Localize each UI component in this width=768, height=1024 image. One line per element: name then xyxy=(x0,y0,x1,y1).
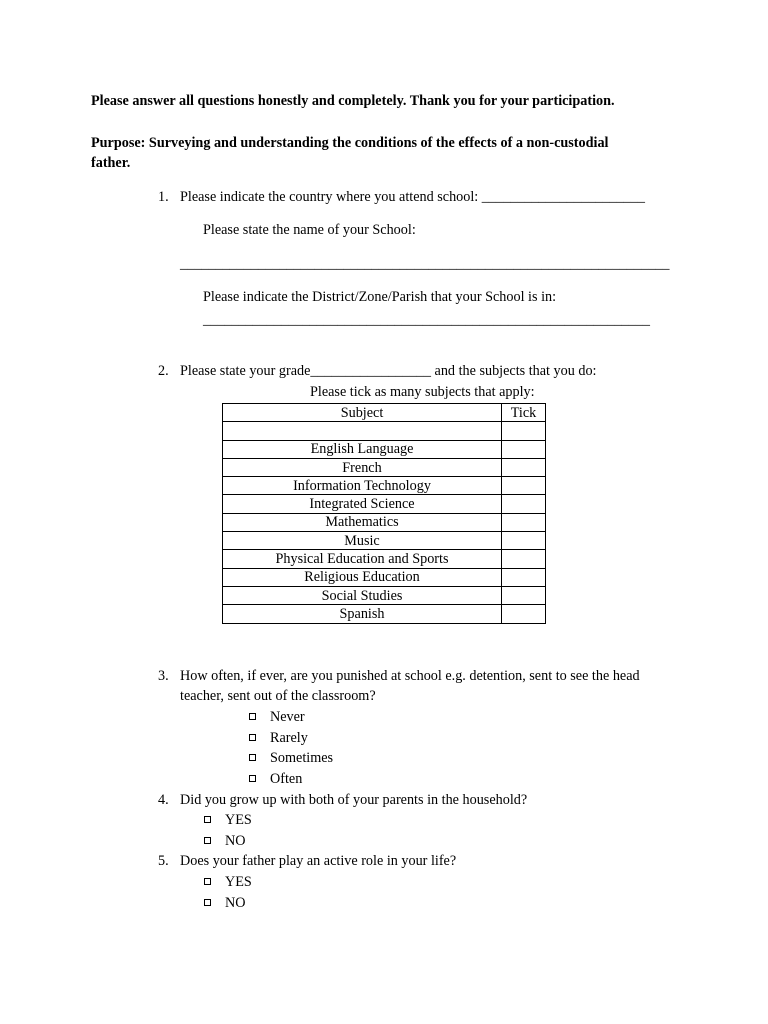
checkbox-icon[interactable] xyxy=(249,775,256,782)
subjects-table xyxy=(222,403,546,624)
subject-cell: Social Studies xyxy=(223,586,502,604)
intro-text: Please answer all questions honestly and completely. Thank you for your participation. xyxy=(91,93,615,109)
q1-number: 1. xyxy=(158,189,169,205)
q1-school-prompt: Please state the name of your School: xyxy=(203,222,416,238)
option-label: YES xyxy=(225,874,252,890)
table-row xyxy=(223,477,546,495)
q4-question: Did you grow up with both of your parents in the household? xyxy=(180,792,528,808)
subject-column-header: Subject xyxy=(223,404,502,422)
option-label: Rarely xyxy=(270,730,308,746)
tick-cell[interactable] xyxy=(502,495,546,513)
tick-cell[interactable] xyxy=(502,605,546,623)
table-row xyxy=(223,550,546,568)
q3-option-often[interactable] xyxy=(249,771,302,788)
subject-cell xyxy=(223,422,502,440)
tick-cell[interactable] xyxy=(502,440,546,458)
table-row xyxy=(223,458,546,476)
checkbox-icon[interactable] xyxy=(204,816,211,823)
option-label: YES xyxy=(225,812,252,828)
q3-question-line-2: teacher, sent out of the classroom? xyxy=(180,688,376,704)
subject-cell: Information Technology xyxy=(223,477,502,495)
q5-question: Does your father play an active role in your life? xyxy=(180,853,457,869)
q4-number: 4. xyxy=(158,792,169,808)
option-label: Sometimes xyxy=(270,750,334,766)
subject-cell: Mathematics xyxy=(223,513,502,531)
q5-option-no[interactable] xyxy=(204,895,246,912)
tick-cell[interactable] xyxy=(502,422,546,440)
purpose-line-2: father. xyxy=(91,155,131,171)
q2-tick-instruction: Please tick as many subjects that apply: xyxy=(310,384,535,400)
table-row xyxy=(223,513,546,531)
q2-number: 2. xyxy=(158,363,169,379)
tick-cell[interactable] xyxy=(502,568,546,586)
option-label: NO xyxy=(225,833,246,849)
checkbox-icon[interactable] xyxy=(249,734,256,741)
checkbox-icon[interactable] xyxy=(204,899,211,906)
tick-cell[interactable] xyxy=(502,586,546,604)
table-row xyxy=(223,586,546,604)
subject-cell: Music xyxy=(223,532,502,550)
q3-question-line-1: How often, if ever, are you punished at school e.g. detention, sent to see the head xyxy=(180,668,640,684)
q2-grade-question: Please state your grade_________________ and the subjects that you do: xyxy=(180,363,597,379)
subject-cell: Integrated Science xyxy=(223,495,502,513)
q3-option-rarely[interactable] xyxy=(249,730,308,747)
q3-number: 3. xyxy=(158,668,169,684)
subject-cell: Religious Education xyxy=(223,568,502,586)
q5-option-yes[interactable] xyxy=(204,874,252,891)
subject-cell: English Language xyxy=(223,440,502,458)
subject-cell: Spanish xyxy=(223,605,502,623)
option-label: Never xyxy=(270,709,305,725)
subject-cell: Physical Education and Sports xyxy=(223,550,502,568)
subject-cell: French xyxy=(223,458,502,476)
tick-cell[interactable] xyxy=(502,513,546,531)
q5-number: 5. xyxy=(158,853,169,869)
tick-cell[interactable] xyxy=(502,458,546,476)
tick-cell[interactable] xyxy=(502,477,546,495)
table-row xyxy=(223,605,546,623)
q1-country-question: Please indicate the country where you attend school: _______________________ xyxy=(180,189,645,205)
q1-school-answer-line[interactable]: _____________________________________________________________________ xyxy=(180,256,670,272)
q4-option-yes[interactable] xyxy=(204,812,252,829)
tick-cell[interactable] xyxy=(502,550,546,568)
option-label: Often xyxy=(270,771,303,787)
purpose-line-1: Purpose: Surveying and understanding the conditions of the effects of a non-custodial xyxy=(91,135,609,151)
checkbox-icon[interactable] xyxy=(204,837,211,844)
tick-cell[interactable] xyxy=(502,532,546,550)
q1-district-answer-line[interactable]: _______________________________________________________________ xyxy=(203,312,650,328)
checkbox-icon[interactable] xyxy=(249,754,256,761)
table-row xyxy=(223,440,546,458)
table-row xyxy=(223,532,546,550)
tick-column-header: Tick xyxy=(502,404,546,422)
table-header-row xyxy=(223,404,546,422)
table-row xyxy=(223,495,546,513)
checkbox-icon[interactable] xyxy=(249,713,256,720)
q3-option-never[interactable] xyxy=(249,709,305,726)
q4-option-no[interactable] xyxy=(204,833,246,850)
table-row xyxy=(223,422,546,440)
q3-option-sometimes[interactable] xyxy=(249,750,333,767)
checkbox-icon[interactable] xyxy=(204,878,211,885)
q1-district-prompt: Please indicate the District/Zone/Parish that your School is in: xyxy=(203,289,557,305)
table-row xyxy=(223,568,546,586)
option-label: NO xyxy=(225,895,246,911)
